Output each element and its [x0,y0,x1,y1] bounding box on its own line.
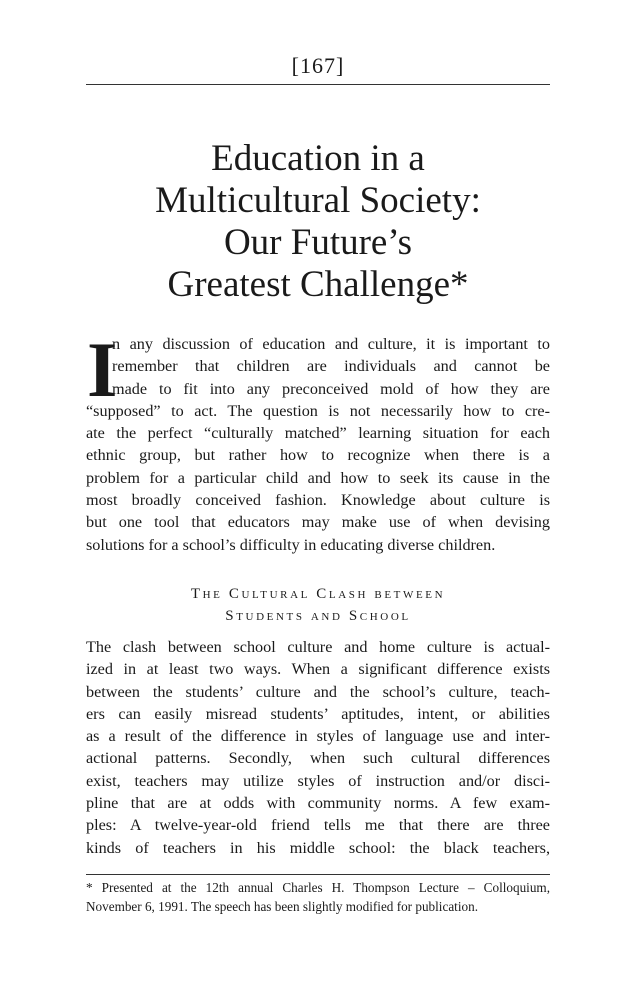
text-line: remember that children are individuals and cannot be [112,357,550,376]
text-line: kinds of teachers in his middle school: the black teachers, [86,838,550,857]
text-line: The clash between school culture and home culture is actual- [86,638,550,656]
text-line: pline that are at odds with community norms. A few exam- [86,794,550,813]
footnote-rule [86,874,550,875]
text-line: as a result of the difference in styles of language use and inter- [86,727,550,746]
text-line: “supposed” to act. The question is not necessarily how to cre- [86,401,550,420]
text-line: between the students’ culture and the school’s culture, teach- [86,682,550,701]
title-line: Greatest Challenge* [167,264,469,305]
title-line: Multicultural Society: [155,180,481,221]
title-line: Our Future’s [223,222,413,263]
footnote [86,878,550,916]
text-line: n any discussion of education and culture, it is important to [112,335,550,353]
text-line: ers can easily misread students’ aptitudes, intent, or abilities [86,704,550,723]
text-line: ethnic group, but rather how to recognize when there is a [86,446,550,465]
text-line: problem for a particular child and how to seek its cause in the [86,468,550,487]
text-line: ate the perfect “culturally matched” learning situation for each [86,424,550,443]
chapter-title [86,138,550,306]
opening-paragraph [86,326,550,556]
text-line: but one tool that educators may make use of when devising [86,513,550,532]
section-heading-line: The Cultural Clash between [190,586,446,602]
page-number: [167] [291,53,345,78]
footnote-line: * Presented at the 12th annual Charles H. Thompson Lecture – Colloquium, [86,880,550,895]
section-paragraph [86,636,550,859]
section-heading [86,583,550,627]
footnote-line: November 6, 1991. The speech has been slightly modified for publication. [86,899,478,914]
section-heading-line: Students and School [225,608,411,624]
text-line: exist, teachers may utilize styles of instruction and/or disci- [86,771,550,790]
text-line: made to fit into any preconceived mold of how they are [112,379,550,398]
text-line: ples: A twelve-year-old friend tells me that there are three [86,816,550,835]
text-line: solutions for a school’s difficulty in educating diverse children. [86,535,496,554]
header-rule [86,84,550,85]
text-line: actional patterns. Secondly, when such cultural differences [86,749,550,768]
title-line: Education in a [211,138,425,179]
text-line: most broadly conceived fashion. Knowledge about culture is [86,491,550,510]
text-line: ized in at least two ways. When a significant difference exists [86,660,550,679]
drop-cap: I [87,326,118,413]
